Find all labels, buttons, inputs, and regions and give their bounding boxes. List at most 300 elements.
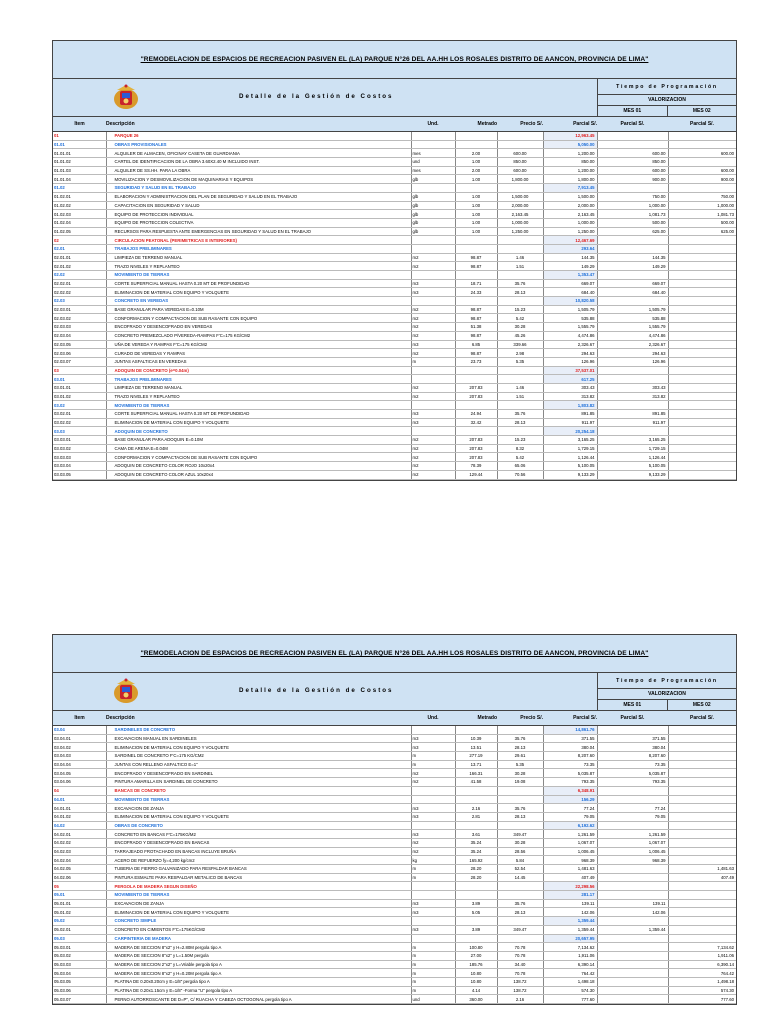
table-row bbox=[53, 427, 736, 436]
cell-m2 bbox=[668, 769, 736, 778]
column-header: Precio S/. bbox=[497, 117, 543, 132]
cell-parcial: 20,657.95 bbox=[543, 934, 597, 943]
cell-desc: MADERA DE SECCION 8"x2" y H=2.80M pergola tipo A bbox=[106, 943, 411, 952]
cell-item: 02.03.07 bbox=[53, 357, 106, 366]
cell-precio: 1,800.00 bbox=[497, 175, 543, 184]
cell-parcial: 1,911.06 bbox=[543, 951, 597, 960]
cell-m2 bbox=[668, 891, 736, 900]
cell-parcial: 313.82 bbox=[543, 392, 597, 401]
cell-parcial: 1,250.00 bbox=[543, 227, 597, 236]
table-row bbox=[53, 830, 736, 839]
cell-precio bbox=[497, 891, 543, 900]
cell-precio bbox=[497, 427, 543, 436]
cell-parcial: 2,326.67 bbox=[543, 340, 597, 349]
cell-precio: 34.40 bbox=[497, 960, 543, 969]
cell-und: m2 bbox=[411, 314, 455, 323]
cell-item: 05.03.03 bbox=[53, 960, 106, 969]
cell-item: 05.03.06 bbox=[53, 986, 106, 995]
cell-parcial: 1,006.45 bbox=[543, 847, 597, 856]
cell-m2 bbox=[668, 804, 736, 813]
cell-m1 bbox=[597, 132, 668, 141]
cell-und: m3 bbox=[411, 279, 455, 288]
table-row bbox=[53, 410, 736, 419]
cell-precio bbox=[497, 375, 543, 384]
cell-und: m2 bbox=[411, 778, 455, 787]
cell-m2 bbox=[668, 279, 736, 288]
table-row bbox=[53, 847, 736, 856]
cell-und: m2 bbox=[411, 769, 455, 778]
cell-metrado: 13.71 bbox=[455, 760, 497, 769]
column-header: Metrado bbox=[455, 711, 497, 726]
cell-m2 bbox=[668, 323, 736, 332]
valorizacion-label: VALORIZACION bbox=[598, 689, 736, 700]
cell-metrado: 27.00 bbox=[455, 951, 497, 960]
cell-metrado: 5.05 bbox=[455, 908, 497, 917]
cell-desc: OBRAS DE CONCRETO bbox=[106, 821, 411, 830]
cell-m2: 500.00 bbox=[668, 218, 736, 227]
cell-m1: 850.00 bbox=[597, 158, 668, 167]
cell-und: m2 bbox=[411, 253, 455, 262]
cell-m2 bbox=[668, 856, 736, 865]
table-row bbox=[53, 969, 736, 978]
cell-parcial: 156.29 bbox=[543, 795, 597, 804]
cell-parcial: 6,348.91 bbox=[543, 786, 597, 795]
cell-parcial: 1,555.79 bbox=[543, 323, 597, 332]
cell-item: 01.02.02 bbox=[53, 201, 106, 210]
cell-desc: TRAZO NIVELES Y REPLANTEO bbox=[106, 262, 411, 271]
cell-metrado bbox=[455, 236, 497, 245]
cell-m2 bbox=[668, 917, 736, 926]
cell-m1 bbox=[597, 726, 668, 735]
cell-item: 01.01.04 bbox=[53, 175, 106, 184]
cell-metrado bbox=[455, 132, 497, 141]
column-header-row bbox=[53, 711, 736, 726]
cell-desc: CARTEL DE IDENTIFICACION DE LA OBRA 3.60X2.40 M INCLUIDO INST. bbox=[106, 158, 411, 167]
table-row bbox=[53, 132, 736, 141]
cell-item: 02 bbox=[53, 236, 106, 245]
cell-m2 bbox=[668, 743, 736, 752]
project-title: "REMODELACION DE ESPACIOS DE RECREACION PASIVEN EL (LA) PARQUE N°26 DEL AA.HH LOS ROSALES DISTRITO DE AANCON, PROVINCIA DE LIMA" bbox=[53, 41, 736, 79]
cell-metrado: 3.61 bbox=[455, 830, 497, 839]
cell-item: 02.01.02 bbox=[53, 262, 106, 271]
cell-m1: 139.11 bbox=[597, 899, 668, 908]
cell-parcial: 20,254.18 bbox=[543, 427, 597, 436]
cell-parcial: 574.30 bbox=[543, 986, 597, 995]
cell-metrado: 165.92 bbox=[455, 856, 497, 865]
cell-desc: ADOQUIN DE CONCRETO bbox=[106, 427, 411, 436]
cell-desc: MOVIMIENTO DE TIERRAS bbox=[106, 271, 411, 280]
cell-m1 bbox=[597, 951, 668, 960]
cell-parcial: 142.06 bbox=[543, 908, 597, 917]
cell-parcial: 2,000.00 bbox=[543, 201, 597, 210]
cell-desc: ADOQUIN DE CONCRETO COLOR ROJO 10x20x4 bbox=[106, 462, 411, 471]
cell-desc: PLATINA DE 0.20x1.15cm y E=1/8" -Forma "U" pergola tipo A bbox=[106, 986, 411, 995]
cell-m2: 1,481.63 bbox=[668, 865, 736, 874]
cell-precio bbox=[497, 401, 543, 410]
table-row bbox=[53, 804, 736, 813]
cell-precio: 28.13 bbox=[497, 288, 543, 297]
table-row bbox=[53, 934, 736, 943]
cell-item: 02.03.03 bbox=[53, 323, 106, 332]
cell-parcial: 777.60 bbox=[543, 995, 597, 1004]
cell-und bbox=[411, 271, 455, 280]
cell-parcial: 1,359.44 bbox=[543, 917, 597, 926]
table-row bbox=[53, 418, 736, 427]
cell-parcial: 9,133.29 bbox=[543, 470, 597, 479]
cell-parcial: 1,505.79 bbox=[543, 305, 597, 314]
cell-desc: EXCAVACION DE ZANJA bbox=[106, 899, 411, 908]
cell-und bbox=[411, 132, 455, 141]
cell-item: 05.02 bbox=[53, 917, 106, 926]
cell-m1: 1,006.45 bbox=[597, 847, 668, 856]
cell-precio bbox=[497, 132, 543, 141]
cell-m2 bbox=[668, 288, 736, 297]
cell-parcial: 8,207.60 bbox=[543, 752, 597, 761]
cell-metrado bbox=[455, 934, 497, 943]
cell-und bbox=[411, 934, 455, 943]
cell-m2 bbox=[668, 821, 736, 830]
table-row bbox=[53, 873, 736, 882]
cell-und: m3 bbox=[411, 743, 455, 752]
cell-m2 bbox=[668, 357, 736, 366]
sheet-header bbox=[53, 79, 736, 117]
table-row bbox=[53, 821, 736, 830]
cell-desc: ELIMINACION DE MATERIAL CON EQUIPO Y VOLQUETE bbox=[106, 812, 411, 821]
sheet-subtitle: Detalle de la Gestión de Costos bbox=[239, 687, 394, 694]
cell-m2 bbox=[668, 349, 736, 358]
cell-und: m bbox=[411, 977, 455, 986]
cell-metrado: 98.87 bbox=[455, 331, 497, 340]
cell-parcial: 793.35 bbox=[543, 778, 597, 787]
cell-desc: CONCRETO EN VEREDAS bbox=[106, 297, 411, 306]
cell-m1 bbox=[597, 986, 668, 995]
cell-precio: 15.23 bbox=[497, 305, 543, 314]
cell-parcial: 1,500.00 bbox=[543, 192, 597, 201]
cell-precio bbox=[497, 795, 543, 804]
column-header: Item bbox=[53, 711, 106, 726]
cell-item: 01.02.05 bbox=[53, 227, 106, 236]
cell-und: glb bbox=[411, 192, 455, 201]
cell-und: m2 bbox=[411, 847, 455, 856]
cell-item: 02.02.02 bbox=[53, 288, 106, 297]
cell-parcial: 77.24 bbox=[543, 804, 597, 813]
cell-m2: 1,498.18 bbox=[668, 977, 736, 986]
cell-und bbox=[411, 236, 455, 245]
cell-desc: MOVIMIENTO DE TIERRAS bbox=[106, 795, 411, 804]
cell-m2: 7,134.62 bbox=[668, 943, 736, 952]
cell-m1: 2,326.67 bbox=[597, 340, 668, 349]
cell-parcial: 139.11 bbox=[543, 899, 597, 908]
column-header: Und. bbox=[411, 711, 455, 726]
cell-item: 02.03.06 bbox=[53, 349, 106, 358]
cell-und: m3 bbox=[411, 804, 455, 813]
cell-metrado bbox=[455, 244, 497, 253]
cell-m1: 684.40 bbox=[597, 288, 668, 297]
cell-und bbox=[411, 786, 455, 795]
cell-m2 bbox=[668, 760, 736, 769]
cell-precio: 2,000.00 bbox=[497, 201, 543, 210]
cell-desc: MADERA DE SECCION 8"x2" y H=0.20M pergola tipo A bbox=[106, 969, 411, 978]
cell-m1 bbox=[597, 271, 668, 280]
cell-desc: CORTE SUPERFICIAL MANUAL HASTA 0.20 MT DE PROFUNDIDAD bbox=[106, 279, 411, 288]
cell-m2 bbox=[668, 244, 736, 253]
cell-item: 03.04.04 bbox=[53, 760, 106, 769]
cell-item: 04.01 bbox=[53, 795, 106, 804]
cell-precio: 5.42 bbox=[497, 453, 543, 462]
cell-metrado: 35.24 bbox=[455, 847, 497, 856]
cell-m1 bbox=[597, 917, 668, 926]
column-header: Descripción bbox=[106, 117, 411, 132]
cell-desc: CONFORMACION Y COMPACTACION DE SUB RASANTE CON EQUIPO bbox=[106, 453, 411, 462]
cell-m2 bbox=[668, 418, 736, 427]
cell-desc: CONCRETO EN CIMIENTOS F'C=175KG/CM2 bbox=[106, 925, 411, 934]
cell-metrado: 10.80 bbox=[455, 969, 497, 978]
cell-und: m3 bbox=[411, 925, 455, 934]
cell-und: m2 bbox=[411, 349, 455, 358]
cell-metrado: 100.80 bbox=[455, 943, 497, 952]
cell-item: 01.02.03 bbox=[53, 210, 106, 219]
cell-parcial: 7,913.45 bbox=[543, 184, 597, 193]
table-row bbox=[53, 314, 736, 323]
cell-desc: CONCRETO SIMPLE bbox=[106, 917, 411, 926]
cell-und: und bbox=[411, 158, 455, 167]
cell-desc: CAPACITACION EN SEGURIDAD Y SALUD bbox=[106, 201, 411, 210]
cell-parcial: 1,200.00 bbox=[543, 149, 597, 158]
cell-parcial: 617.25 bbox=[543, 375, 597, 384]
cell-m2: 764.42 bbox=[668, 969, 736, 978]
cell-m2 bbox=[668, 925, 736, 934]
cell-item: 03.03 bbox=[53, 427, 106, 436]
cell-precio: 70.78 bbox=[497, 969, 543, 978]
cell-metrado: 185.76 bbox=[455, 960, 497, 969]
cell-parcial: 2,163.45 bbox=[543, 210, 597, 219]
table-row bbox=[53, 734, 736, 743]
cell-m1 bbox=[597, 891, 668, 900]
cell-desc: PERNO AUTORROSCANTE DE D=P", C/ RUACHA Y CABEZA OCTOGONAL pergola tipo A bbox=[106, 995, 411, 1004]
cell-und: m bbox=[411, 873, 455, 882]
cell-m2 bbox=[668, 795, 736, 804]
mes-01-label: MES 01 bbox=[598, 106, 668, 116]
cell-m1: 1,000.00 bbox=[597, 201, 668, 210]
cell-item: 05.01.01 bbox=[53, 899, 106, 908]
table-row bbox=[53, 149, 736, 158]
table-row bbox=[53, 192, 736, 201]
cell-m2: 1,081.73 bbox=[668, 210, 736, 219]
mes-01-label: MES 01 bbox=[598, 700, 668, 710]
cell-und: m3 bbox=[411, 908, 455, 917]
cell-item: 01.01.03 bbox=[53, 166, 106, 175]
cell-m1: 500.00 bbox=[597, 218, 668, 227]
cell-item: 01 bbox=[53, 132, 106, 141]
programacion-label: Tiempo de Programación bbox=[598, 79, 736, 95]
cell-parcial: 303.43 bbox=[543, 383, 597, 392]
cell-desc: EQUIPO DE PROTECCION INDIVIDUAL bbox=[106, 210, 411, 219]
cell-item: 03.04.01 bbox=[53, 734, 106, 743]
table-row bbox=[53, 227, 736, 236]
cell-parcial: 10,820.58 bbox=[543, 297, 597, 306]
cell-und: glb bbox=[411, 210, 455, 219]
cell-desc: OBRAS PROVISIONALES bbox=[106, 140, 411, 149]
cell-metrado: 78.39 bbox=[455, 462, 497, 471]
table-row bbox=[53, 175, 736, 184]
cell-parcial: 1,126.44 bbox=[543, 453, 597, 462]
cell-parcial: 149.29 bbox=[543, 262, 597, 271]
cell-item: 03.03.03 bbox=[53, 453, 106, 462]
cell-m1: 8,207.60 bbox=[597, 752, 668, 761]
column-header-row bbox=[53, 117, 736, 132]
cell-item: 03.04 bbox=[53, 726, 106, 735]
cell-item: 03.01.01 bbox=[53, 383, 106, 392]
cell-precio: 2.98 bbox=[497, 349, 543, 358]
cell-desc: JUNTAS CON RELLENO ASFALTICO E=1" bbox=[106, 760, 411, 769]
cell-precio bbox=[497, 726, 543, 735]
cell-und bbox=[411, 882, 455, 891]
table-row bbox=[53, 908, 736, 917]
table-row bbox=[53, 786, 736, 795]
cell-desc: ADOQUIN DE CONCRETO (e=0.04m) bbox=[106, 366, 411, 375]
cell-item: 04.02.01 bbox=[53, 830, 106, 839]
cell-parcial: 144.35 bbox=[543, 253, 597, 262]
cell-desc: LIMPIEZA DE TERRENO MANUAL bbox=[106, 383, 411, 392]
cell-desc: PERGOLA DE MADERA SEGUN DISEÑO bbox=[106, 882, 411, 891]
table-row bbox=[53, 960, 736, 969]
cell-metrado bbox=[455, 427, 497, 436]
cell-item: 02.03.04 bbox=[53, 331, 106, 340]
cell-m1 bbox=[597, 366, 668, 375]
cell-m1: 1,359.44 bbox=[597, 925, 668, 934]
cell-precio bbox=[497, 297, 543, 306]
cell-item: 02.02.01 bbox=[53, 279, 106, 288]
cell-metrado bbox=[455, 271, 497, 280]
cell-und: m2 bbox=[411, 838, 455, 847]
cell-m2: 777.60 bbox=[668, 995, 736, 1004]
cell-metrado: 10.80 bbox=[455, 977, 497, 986]
programacion-label: Tiempo de Programación bbox=[598, 673, 736, 689]
cell-m1: 750.00 bbox=[597, 192, 668, 201]
cell-metrado: 1.00 bbox=[455, 210, 497, 219]
cell-und: m bbox=[411, 969, 455, 978]
column-header: Parcial S/. bbox=[668, 117, 736, 132]
cell-m2 bbox=[668, 786, 736, 795]
mes-02-label: MES 02 bbox=[692, 108, 711, 114]
cell-item: 04 bbox=[53, 786, 106, 795]
cell-m2 bbox=[668, 158, 736, 167]
table-row bbox=[53, 305, 736, 314]
cell-parcial: 73.35 bbox=[543, 760, 597, 769]
cell-precio bbox=[497, 140, 543, 149]
cell-und: m3 bbox=[411, 340, 455, 349]
cell-und bbox=[411, 297, 455, 306]
cell-parcial: 281.17 bbox=[543, 891, 597, 900]
table-row bbox=[53, 812, 736, 821]
cell-und: glb bbox=[411, 227, 455, 236]
cell-m2 bbox=[668, 427, 736, 436]
cell-m2 bbox=[668, 410, 736, 419]
cell-und: glb bbox=[411, 201, 455, 210]
cell-precio: 35.76 bbox=[497, 899, 543, 908]
cell-precio: 35.76 bbox=[497, 734, 543, 743]
cell-desc: MOVILIZACION Y DESMOVILIZACION DE MAQUINARIAS Y EQUIPOS bbox=[106, 175, 411, 184]
cell-item: 05 bbox=[53, 882, 106, 891]
table-row bbox=[53, 218, 736, 227]
cell-m2 bbox=[668, 838, 736, 847]
cell-m2 bbox=[668, 297, 736, 306]
table-row bbox=[53, 288, 736, 297]
cell-item: 03.01.02 bbox=[53, 392, 106, 401]
table-row bbox=[53, 401, 736, 410]
table-row bbox=[53, 977, 736, 986]
cell-m1: 144.35 bbox=[597, 253, 668, 262]
cell-precio: 349.47 bbox=[497, 925, 543, 934]
cell-m2 bbox=[668, 734, 736, 743]
table-row bbox=[53, 436, 736, 445]
cell-m2 bbox=[668, 383, 736, 392]
cell-item: 04.01.01 bbox=[53, 804, 106, 813]
cell-item: 04.01.02 bbox=[53, 812, 106, 821]
cell-und bbox=[411, 795, 455, 804]
table-row bbox=[53, 882, 736, 891]
cell-desc: CURADO DE VEREDAS Y RAMPAS bbox=[106, 349, 411, 358]
column-header: Parcial S/. bbox=[668, 711, 736, 726]
table-row bbox=[53, 262, 736, 271]
cell-und bbox=[411, 427, 455, 436]
table-row bbox=[53, 795, 736, 804]
cell-desc: EXCAVACION DE ZANJA bbox=[106, 804, 411, 813]
cell-und: m bbox=[411, 960, 455, 969]
sheet-header bbox=[53, 673, 736, 711]
cell-metrado: 10.39 bbox=[455, 734, 497, 743]
cell-m2: 600.00 bbox=[668, 166, 736, 175]
cell-m1 bbox=[597, 140, 668, 149]
cell-m1 bbox=[597, 995, 668, 1004]
cell-precio: 70.56 bbox=[497, 470, 543, 479]
cell-metrado: 2.81 bbox=[455, 812, 497, 821]
cell-precio: 1,500.00 bbox=[497, 192, 543, 201]
cell-m1: 126.96 bbox=[597, 357, 668, 366]
cell-parcial: 12,963.45 bbox=[543, 132, 597, 141]
cell-und: m2 bbox=[411, 262, 455, 271]
cell-parcial: 764.42 bbox=[543, 969, 597, 978]
cell-parcial: 1,729.15 bbox=[543, 444, 597, 453]
cell-metrado: 207.83 bbox=[455, 392, 497, 401]
cell-precio: 52.54 bbox=[497, 865, 543, 874]
table-row bbox=[53, 856, 736, 865]
cell-desc: CONFORMACION Y COMPACTACION DE SUB RASANTE CON EQUIPO bbox=[106, 314, 411, 323]
table-row bbox=[53, 140, 736, 149]
cell-desc: CONCRETO EN BANCAS F'C=175KG/M2 bbox=[106, 830, 411, 839]
cell-metrado: 277.19 bbox=[455, 752, 497, 761]
cell-precio: 35.76 bbox=[497, 410, 543, 419]
table-row bbox=[53, 253, 736, 262]
cell-und: m2 bbox=[411, 331, 455, 340]
cell-desc: UÑA DE VEREDA Y RAMPAS F'C=175 KG/CM2 bbox=[106, 340, 411, 349]
table-row bbox=[53, 444, 736, 453]
cell-m2 bbox=[668, 401, 736, 410]
cell-precio: 850.00 bbox=[497, 158, 543, 167]
sheet-subtitle: Detalle de la Gestión de Costos bbox=[239, 93, 394, 100]
table-row bbox=[53, 210, 736, 219]
cell-m1: 371.55 bbox=[597, 734, 668, 743]
cell-precio: 1.46 bbox=[497, 383, 543, 392]
cell-m1: 1,505.79 bbox=[597, 305, 668, 314]
table-row bbox=[53, 470, 736, 479]
cell-parcial: 850.00 bbox=[543, 158, 597, 167]
cell-metrado: 2.00 bbox=[455, 166, 497, 175]
cell-precio: 35.76 bbox=[497, 804, 543, 813]
cell-desc: EQUIPO DE PROTECCION COLECTIVA bbox=[106, 218, 411, 227]
cell-m1: 669.07 bbox=[597, 279, 668, 288]
column-header: Precio S/. bbox=[497, 711, 543, 726]
